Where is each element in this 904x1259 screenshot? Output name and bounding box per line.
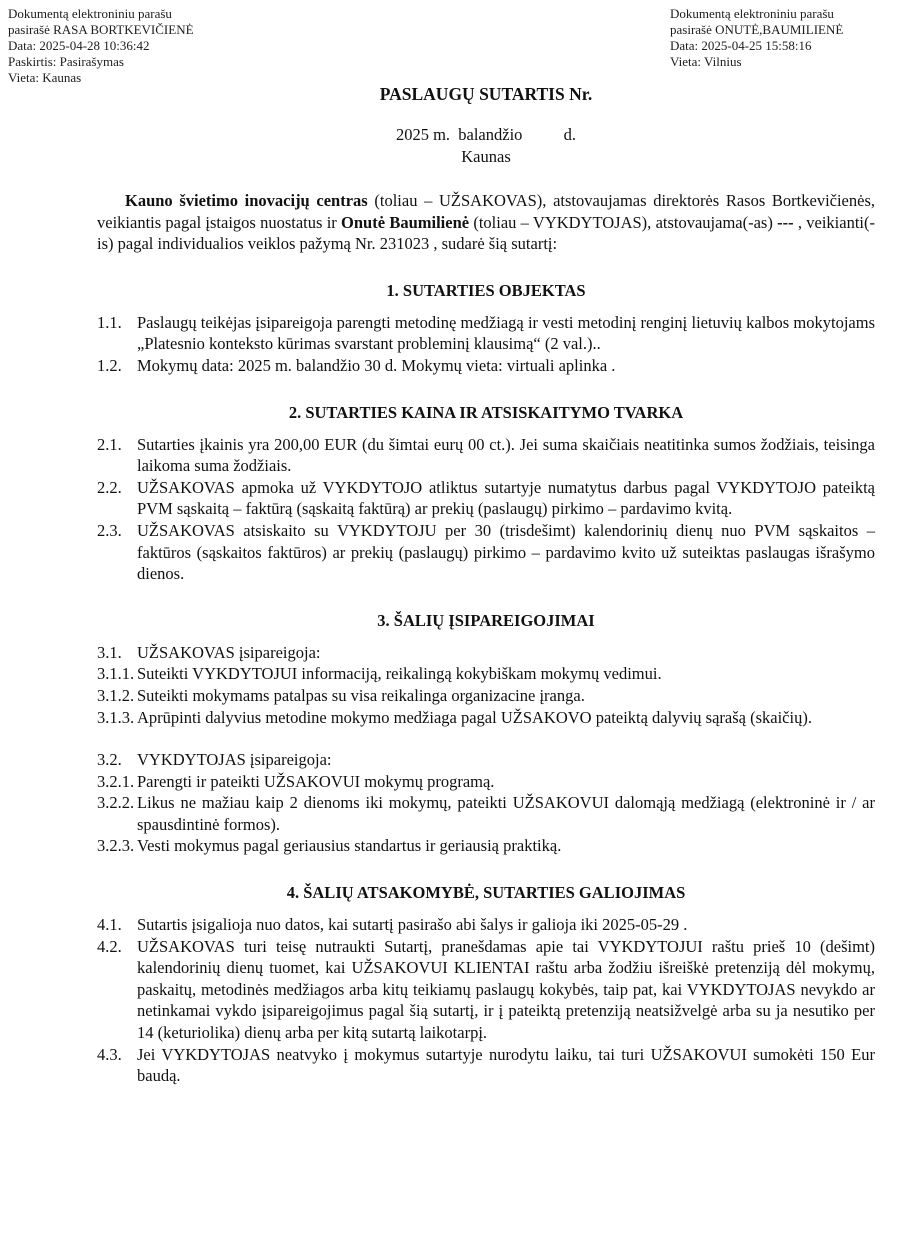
- clause-number: 3.1.1.: [97, 664, 135, 684]
- document-title: PASLAUGŲ SUTARTIS Nr.: [379, 84, 593, 104]
- clause-number: 3.1.2.: [97, 685, 135, 705]
- clause-4-3: [97, 1044, 875, 1087]
- intro-paragraph: [97, 190, 875, 255]
- clause-text: Jei VYKDYTOJAS neatvyko į mokymus sutartyje nurodytu laiku, tai turi UŽSAKOVUI sumokėti 150 Eur baudą.: [137, 1044, 875, 1086]
- clause-text: Suteikti VYKDYTOJUI informaciją, reikalingą kokybiškam mokymų vedimui.: [137, 664, 662, 684]
- clause-1-2: [97, 355, 875, 377]
- signature-line: Data: 2025-04-25 15:58:16: [670, 38, 812, 53]
- clause-text: Aprūpinti dalyvius metodine mokymo medžiaga pagal UŽSAKOVO pateiktą dalyvių sąrašą (skaičių).: [137, 707, 812, 727]
- clause-3-2-1: [97, 771, 875, 793]
- signature-line: pasirašė ONUTĖ,BAUMILIENĖ: [670, 22, 844, 37]
- contract-page: [97, 0, 875, 1087]
- clause-1-1: [97, 312, 875, 355]
- signature-line: Dokumentą elektroniniu parašu: [8, 6, 172, 21]
- clause-4-2: [97, 936, 875, 1044]
- clause-number: 2.2.: [97, 477, 122, 497]
- clause-text: Vesti mokymus pagal geriausius standartus ir geriausią praktiką.: [137, 836, 562, 856]
- clause-number: 3.2.1.: [97, 771, 135, 791]
- clause-text: Sutarties įkainis yra 200,00 EUR (du šimtai eurų 00 ct.). Jei suma skaičiais neatitinka sumos žodžiais, teisinga laikoma suma žodžiais.: [137, 434, 875, 476]
- clause-text: UŽSAKOVAS apmoka už VYKDYTOJO atliktus sutartyje numatytus darbus pagal VYKDYTOJO pateiktą PVM sąskaitą – faktūrą (sąskaitą faktūrą) ar prekių (paslaugų) pirkimo – pardavimo kvitą.: [137, 477, 875, 519]
- clause-text: Paslaugų teikėjas įsipareigoja parengti metodinę medžiagą ir vesti metodinį renginį lietuvių kalbos mokytojams „Platesnio konteksto kūrimas svarstant probleminį klausimą“ (2 val.)..: [137, 312, 875, 354]
- clause-text: Suteikti mokymams patalpas su visa reikalinga organizacine įranga.: [137, 685, 585, 705]
- party-contractor-name: Onutė Baumilienė: [341, 212, 470, 232]
- contract-place: Kaunas: [461, 146, 511, 166]
- intro-text: , veikianti(-is) pagal individualios veiklos pažymą Nr. 231023 , sudarė šią sutartį:: [97, 212, 875, 254]
- clause-2-3: [97, 520, 875, 585]
- clause-number: 1.2.: [97, 355, 122, 375]
- signature-line: Paskirtis: Pasirašymas: [8, 54, 124, 69]
- intro-text: (toliau – UŽSAKOVAS), atstovaujamas direktorės Rasos Bortkevičienės, veikiantis pagal įstaigos nuostatus ir: [97, 191, 876, 232]
- party-customer-name: Kauno švietimo inovacijų centras: [125, 191, 368, 210]
- intro-dashes: ---: [777, 212, 794, 232]
- section-3: [97, 610, 875, 857]
- intro-text: (toliau – VYKDYTOJAS), atstovaujama(-as): [469, 212, 778, 232]
- clause-number: 3.2.: [97, 750, 122, 770]
- clause-2-2: [97, 477, 875, 520]
- section-heading: 2. SUTARTIES KAINA IR ATSISKAITYMO TVARKA: [288, 402, 684, 422]
- clause-number: 2.1.: [97, 434, 122, 454]
- clause-text: Parengti ir pateikti UŽSAKOVUI mokymų programą.: [137, 771, 495, 791]
- signature-line: pasirašė RASA BORTKEVIČIENĖ: [8, 22, 194, 37]
- clause-3-2-3: [97, 835, 875, 857]
- clause-number: 3.2.2.: [97, 793, 135, 813]
- clause-number: 4.1.: [97, 915, 122, 935]
- clause-number: 4.2.: [97, 936, 122, 956]
- section-heading: 4. ŠALIŲ ATSAKOMYBĖ, SUTARTIES GALIOJIMAS: [286, 883, 686, 903]
- clause-number: 4.3.: [97, 1044, 122, 1064]
- clause-text: UŽSAKOVAS turi teisę nutraukti Sutartį, pranešdamas apie tai VYKDYTOJUI raštu prieš 10 (dešimt) kalendorinių dienų tuomet, kai UŽSAKOVUI KLIENTAI raštu arba žodžiu išreiškė pretenziją dėl mokymų, paskaitų, metodinės medžiagos arba kitų teikiamų paslaugų kokybės, taip pat, kai VYKDYTOJAS nevykdo ar netinkamai vykdo įsipareigojimus pagal šią sutartį, ir į pateiktą pretenziją neatsižvelgė arba su ja nesutiko per 14 (keturiolika) dienų arba per kitą sutartą laikotarpį.: [137, 936, 875, 1043]
- signature-line: Vieta: Kaunas: [8, 70, 82, 85]
- clause-3-1-1: [97, 663, 875, 685]
- clause-4-1: [97, 914, 875, 936]
- clause-text: UŽSAKOVAS įsipareigoja:: [137, 642, 321, 662]
- clause-2-1: [97, 434, 875, 477]
- clause-3-2: [97, 749, 875, 771]
- section-4: [97, 882, 875, 1087]
- clause-text: UŽSAKOVAS atsiskaito su VYKDYTOJU per 30 (trisdešimt) kalendorinių dienų nuo PVM sąskaitos – faktūros (sąskaitos faktūros) ar prekių (paslaugų) pirkimo – pardavimo kvito už suteiktas paslaugas išrašymo dienos.: [137, 520, 875, 584]
- clause-number: 2.3.: [97, 520, 122, 540]
- section-heading: 1. SUTARTIES OBJEKTAS: [386, 280, 586, 300]
- clause-number: 3.2.3.: [97, 836, 135, 856]
- clause-text: VYKDYTOJAS įsipareigoja:: [137, 750, 332, 770]
- clause-3-1: [97, 642, 875, 664]
- section-1: [97, 280, 875, 377]
- clause-3-1-3: [97, 707, 875, 729]
- clause-text: Mokymų data: 2025 m. balandžio 30 d. Mokymų vieta: virtuali aplinka .: [137, 355, 616, 375]
- contract-date-line: 2025 m. balandžio d.: [395, 125, 577, 144]
- clause-3-2-2: [97, 792, 875, 835]
- signature-line: Vieta: Vilnius: [670, 54, 742, 69]
- signature-line: Dokumentą elektroniniu parašu: [670, 6, 834, 21]
- clause-number: 1.1.: [97, 312, 122, 332]
- clause-3-1-2: [97, 685, 875, 707]
- section-2: [97, 402, 875, 585]
- clause-number: 3.1.: [97, 642, 122, 662]
- signature-line: Data: 2025-04-28 10:36:42: [8, 38, 150, 53]
- clause-text: Likus ne mažiau kaip 2 dienoms iki mokymų, pateikti UŽSAKOVUI dalomąją medžiagą (elektroninė ir / ar spausdintinė formos).: [137, 793, 875, 834]
- section-heading: 3. ŠALIŲ ĮSIPAREIGOJIMAI: [377, 610, 595, 630]
- clause-number: 3.1.3.: [97, 707, 135, 727]
- clause-text: Sutartis įsigalioja nuo datos, kai sutartį pasirašo abi šalys ir galioja iki 2025-05-29 .: [137, 915, 688, 935]
